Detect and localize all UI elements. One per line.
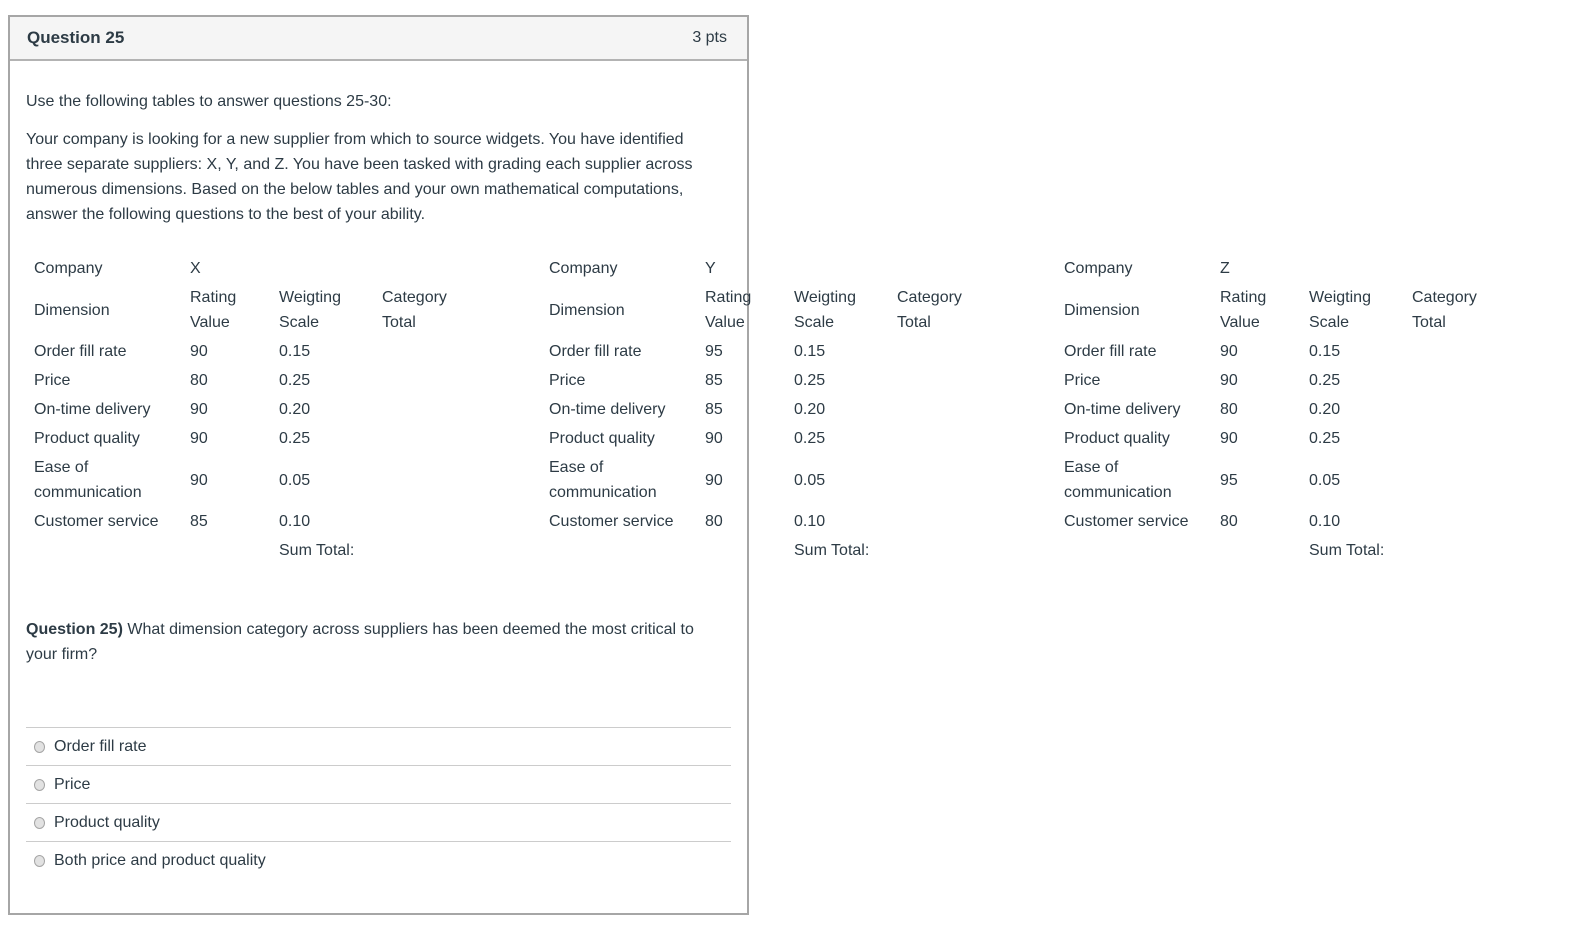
rating-value-cell: 80 <box>190 372 208 389</box>
weighting-scale-cell: 0.25 <box>1309 430 1341 447</box>
dimension-cell: Ease of communication <box>549 459 657 501</box>
category-total-cell <box>1412 424 1571 453</box>
category-total-cell <box>382 395 541 424</box>
radio-button[interactable] <box>34 855 45 867</box>
weighting-scale-cell: 0.25 <box>794 372 826 389</box>
category-total-cell <box>1412 453 1571 507</box>
question-card <box>8 15 1477 915</box>
rating-value-header: Rating Value <box>1220 289 1267 331</box>
company-row <box>1064 254 1571 283</box>
dimension-cell: Price <box>1064 372 1101 389</box>
weighting-scale-cell: 0.10 <box>1309 513 1341 530</box>
prompt-text: What dimension category across suppliers has been deemed the most critical to your firm? <box>26 621 694 663</box>
dimension-row <box>1064 453 1571 507</box>
question-header <box>10 17 747 61</box>
weighting-scale-cell: 0.05 <box>1309 471 1341 489</box>
weighting-scale-cell: 0.25 <box>1309 372 1341 389</box>
rating-value-header: Rating Value <box>190 289 237 331</box>
dimension-cell: Product quality <box>1064 430 1170 447</box>
option-label: Price <box>54 776 91 793</box>
category-total-cell <box>382 507 541 536</box>
dimension-cell: Order fill rate <box>549 343 642 360</box>
empty-cell <box>1064 536 1220 565</box>
category-total-header: Category Total <box>382 289 447 331</box>
company-value: Y <box>705 260 716 277</box>
weighting-scale-cell: 0.15 <box>794 343 826 360</box>
empty-cell <box>794 254 897 283</box>
weighting-scale-cell: 0.10 <box>794 513 826 530</box>
category-total-cell <box>382 424 541 453</box>
dimension-row <box>1064 424 1571 453</box>
dimension-row <box>34 395 541 424</box>
sum-total-value <box>382 536 541 565</box>
rating-value-cell: 90 <box>705 471 723 489</box>
weighting-scale-cell: 0.05 <box>794 471 826 489</box>
dimension-cell: On-time delivery <box>1064 401 1181 418</box>
radio-button[interactable] <box>34 817 45 829</box>
radio-button[interactable] <box>34 741 45 753</box>
weighting-scale-cell: 0.20 <box>279 401 311 418</box>
empty-cell <box>190 536 279 565</box>
rating-value-cell: 95 <box>705 343 723 360</box>
dimension-row <box>549 337 1056 366</box>
prompt-label: Question 25) <box>26 621 123 638</box>
dimension-cell: Ease of communication <box>1064 459 1172 501</box>
dimension-cell: Order fill rate <box>34 343 127 360</box>
tables-row <box>26 254 1571 565</box>
dimension-cell: Ease of communication <box>34 459 142 501</box>
rating-value-cell: 90 <box>1220 343 1238 360</box>
dimension-row <box>34 453 541 507</box>
company-label: Company <box>549 260 618 277</box>
rating-value-cell: 90 <box>190 401 208 418</box>
weighting-scale-cell: 0.25 <box>279 430 311 447</box>
rating-value-cell: 90 <box>190 471 208 489</box>
dimension-row <box>549 366 1056 395</box>
dimension-cell: On-time delivery <box>549 401 666 418</box>
category-total-cell <box>1412 395 1571 424</box>
category-total-cell <box>897 507 1056 536</box>
category-total-header: Category Total <box>1412 289 1477 331</box>
question-prompt <box>26 617 694 667</box>
sum-total-row <box>549 536 1056 565</box>
company-value: Z <box>1220 260 1230 277</box>
dimension-cell: Product quality <box>549 430 655 447</box>
category-total-cell <box>1412 337 1571 366</box>
dimension-row <box>34 507 541 536</box>
empty-cell <box>382 254 541 283</box>
dimension-row <box>549 424 1056 453</box>
sum-total-row <box>1064 536 1571 565</box>
category-total-cell <box>1412 507 1571 536</box>
dimension-row <box>34 366 541 395</box>
supplier-table-z <box>1064 254 1571 565</box>
column-header-row <box>1064 283 1571 337</box>
rating-value-cell: 90 <box>190 343 208 360</box>
dimension-cell: Price <box>549 372 586 389</box>
category-total-cell <box>1412 366 1571 395</box>
dimension-cell: Order fill rate <box>1064 343 1157 360</box>
answer-option[interactable] <box>26 803 731 841</box>
rating-value-cell: 80 <box>705 513 723 530</box>
description-text: Your company is looking for a new supplier from which to source widgets. You have identified three separate suppliers: X, Y, and Z. You have been tasked with grading each supplier across numerous dimensions. Based on the below tables and your own mathematical computations, answer the following questions to the best of your ability. <box>26 131 693 223</box>
answer-option[interactable] <box>26 727 731 765</box>
dimension-row <box>549 453 1056 507</box>
weighting-scale-cell: 0.25 <box>794 430 826 447</box>
dimension-row <box>34 424 541 453</box>
company-row <box>34 254 541 283</box>
rating-value-cell: 90 <box>1220 430 1238 447</box>
answer-option[interactable] <box>26 765 731 803</box>
category-total-cell <box>897 337 1056 366</box>
sum-total-value <box>897 536 1056 565</box>
sum-total-label: Sum Total: <box>794 542 870 559</box>
company-row <box>549 254 1056 283</box>
dimension-row <box>549 507 1056 536</box>
dimension-cell: Customer service <box>34 513 159 530</box>
dimension-row <box>34 337 541 366</box>
weighting-scale-header: Weigting Scale <box>1309 289 1371 331</box>
dimension-row <box>1064 507 1571 536</box>
weighting-scale-cell: 0.10 <box>279 513 311 530</box>
rating-value-cell: 90 <box>1220 372 1238 389</box>
column-header-row <box>549 283 1056 337</box>
dimension-header: Dimension <box>549 301 625 319</box>
rating-value-cell: 85 <box>190 513 208 530</box>
category-total-cell <box>382 366 541 395</box>
weighting-scale-cell: 0.25 <box>279 372 311 389</box>
weighting-scale-header: Weigting Scale <box>279 289 341 331</box>
empty-cell <box>897 254 1056 283</box>
radio-button[interactable] <box>34 779 45 791</box>
company-value: X <box>190 260 201 277</box>
dimension-cell: On-time delivery <box>34 401 151 418</box>
company-label: Company <box>34 260 103 277</box>
question-points: 3 pts <box>692 29 727 46</box>
rating-value-cell: 80 <box>1220 401 1238 418</box>
rating-value-cell: 90 <box>190 430 208 447</box>
options-list <box>26 727 731 879</box>
option-label: Order fill rate <box>54 738 147 755</box>
option-label: Both price and product quality <box>54 852 266 869</box>
weighting-scale-header: Weigting Scale <box>794 289 856 331</box>
rating-value-cell: 90 <box>705 430 723 447</box>
empty-cell <box>549 536 705 565</box>
sum-total-value <box>1412 536 1571 565</box>
supplier-table-x <box>34 254 541 565</box>
empty-cell <box>705 536 794 565</box>
weighting-scale-cell: 0.20 <box>1309 401 1341 418</box>
empty-cell <box>1309 254 1412 283</box>
intro-text: Use the following tables to answer questions 25-30: <box>26 93 392 110</box>
category-total-cell <box>897 453 1056 507</box>
column-header-row <box>34 283 541 337</box>
sum-total-label: Sum Total: <box>1309 542 1385 559</box>
weighting-scale-cell: 0.15 <box>279 343 311 360</box>
dimension-cell: Product quality <box>34 430 140 447</box>
category-total-cell <box>897 366 1056 395</box>
answer-option[interactable] <box>26 841 731 879</box>
category-total-cell <box>382 453 541 507</box>
question-content <box>10 61 1477 913</box>
category-total-cell <box>382 337 541 366</box>
rating-value-cell: 85 <box>705 401 723 418</box>
empty-cell <box>34 536 190 565</box>
category-total-header: Category Total <box>897 289 962 331</box>
rating-value-header: Rating Value <box>705 289 752 331</box>
dimension-row <box>1064 366 1571 395</box>
sum-total-row <box>34 536 541 565</box>
empty-cell <box>279 254 382 283</box>
dimension-cell: Customer service <box>549 513 674 530</box>
dimension-row <box>1064 337 1571 366</box>
rating-value-cell: 85 <box>705 372 723 389</box>
empty-cell <box>1412 254 1571 283</box>
option-label: Product quality <box>54 814 160 831</box>
dimension-cell: Price <box>34 372 71 389</box>
dimension-header: Dimension <box>1064 301 1140 319</box>
dimension-row <box>549 395 1056 424</box>
rating-value-cell: 80 <box>1220 513 1238 530</box>
dimension-cell: Customer service <box>1064 513 1189 530</box>
weighting-scale-cell: 0.05 <box>279 471 311 489</box>
dimension-row <box>1064 395 1571 424</box>
category-total-cell <box>897 424 1056 453</box>
weighting-scale-cell: 0.20 <box>794 401 826 418</box>
sum-total-label: Sum Total: <box>279 542 355 559</box>
rating-value-cell: 95 <box>1220 471 1238 489</box>
category-total-cell <box>897 395 1056 424</box>
dimension-header: Dimension <box>34 301 110 319</box>
weighting-scale-cell: 0.15 <box>1309 343 1341 360</box>
question-title: Question 25 <box>27 28 125 47</box>
supplier-table-y <box>549 254 1056 565</box>
empty-cell <box>1220 536 1309 565</box>
company-label: Company <box>1064 260 1133 277</box>
